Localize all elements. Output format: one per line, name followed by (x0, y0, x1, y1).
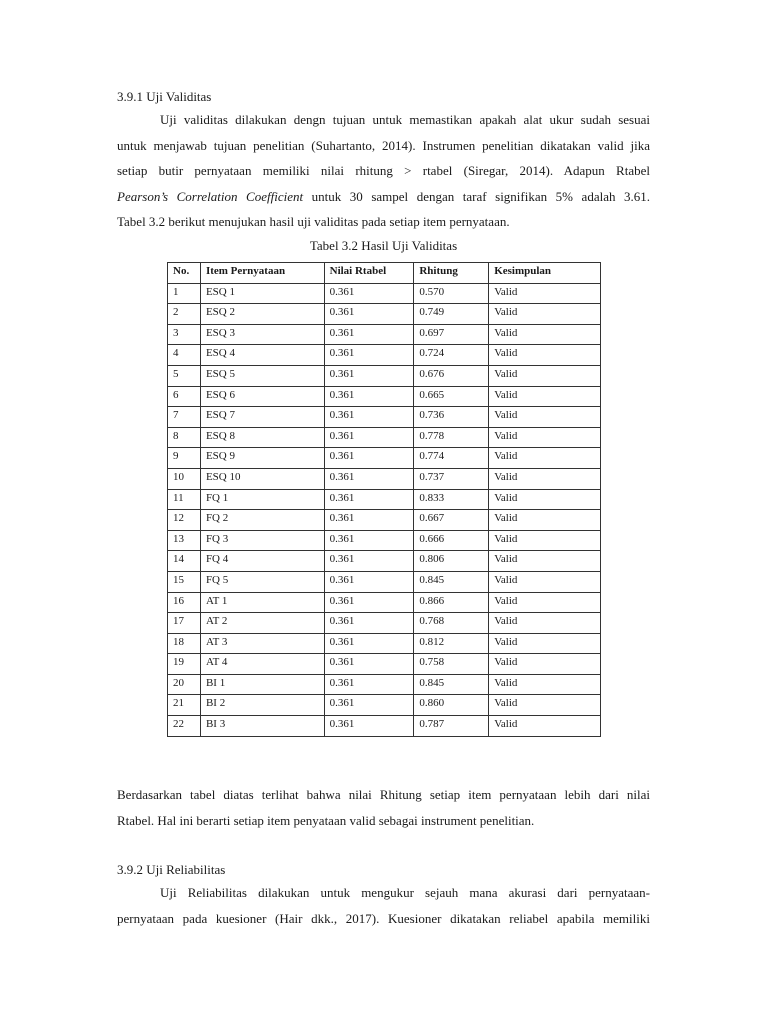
cell-no: 10 (168, 468, 201, 489)
table-row (168, 407, 601, 428)
cell-item: ESQ 4 (200, 345, 324, 366)
cell-rtabel: 0.361 (324, 592, 414, 613)
table-row (168, 716, 601, 737)
cell-rtabel: 0.361 (324, 674, 414, 695)
cell-rhitung: 0.736 (414, 407, 489, 428)
cell-item: FQ 1 (200, 489, 324, 510)
cell-rhitung: 0.758 (414, 654, 489, 675)
cell-kesimpulan: Valid (489, 489, 601, 510)
cell-rtabel: 0.361 (324, 489, 414, 510)
italic-term: Pearson’s Correlation Coefficient (117, 188, 304, 204)
cell-item: ESQ 6 (200, 386, 324, 407)
table-row (168, 613, 601, 634)
cell-rtabel: 0.361 (324, 304, 414, 325)
cell-kesimpulan: Valid (489, 283, 601, 304)
cell-item: FQ 4 (200, 551, 324, 572)
cell-no: 22 (168, 716, 201, 737)
cell-rhitung: 0.845 (414, 571, 489, 592)
cell-item: ESQ 2 (200, 304, 324, 325)
cell-no: 17 (168, 613, 201, 634)
cell-rtabel: 0.361 (324, 571, 414, 592)
paragraph-line: Berdasarkan tabel diatas terlihat bahwa nilai Rhitung setiap item pernyataan lebih dari nilai (117, 787, 650, 802)
cell-item: ESQ 1 (200, 283, 324, 304)
cell-kesimpulan: Valid (489, 365, 601, 386)
cell-item: ESQ 8 (200, 427, 324, 448)
cell-rhitung: 0.676 (414, 365, 489, 386)
cell-no: 13 (168, 530, 201, 551)
cell-item: ESQ 3 (200, 324, 324, 345)
header-item: Item Pernyataan (200, 263, 324, 284)
cell-no: 8 (168, 427, 201, 448)
validity-paragraph (117, 107, 650, 235)
cell-item: FQ 2 (200, 510, 324, 531)
table-row (168, 365, 601, 386)
cell-no: 1 (168, 283, 201, 304)
cell-rtabel: 0.361 (324, 654, 414, 675)
cell-kesimpulan: Valid (489, 448, 601, 469)
cell-item: FQ 3 (200, 530, 324, 551)
table-row (168, 695, 601, 716)
cell-rhitung: 0.737 (414, 468, 489, 489)
cell-kesimpulan: Valid (489, 695, 601, 716)
cell-rtabel: 0.361 (324, 448, 414, 469)
cell-rhitung: 0.749 (414, 304, 489, 325)
cell-item: ESQ 5 (200, 365, 324, 386)
paragraph-line: setiap butir pernyataan memiliki nilai rhitung > rtabel (Siregar, 2014). Adapun Rtabel (117, 163, 650, 179)
cell-rtabel: 0.361 (324, 716, 414, 737)
table-row (168, 427, 601, 448)
cell-no: 12 (168, 510, 201, 531)
conclusion-paragraph (117, 782, 650, 833)
cell-rhitung: 0.697 (414, 324, 489, 345)
cell-no: 21 (168, 695, 201, 716)
cell-no: 7 (168, 407, 201, 428)
table-row (168, 571, 601, 592)
table-row (168, 654, 601, 675)
table-row (168, 304, 601, 325)
cell-rhitung: 0.768 (414, 613, 489, 634)
cell-rtabel: 0.361 (324, 427, 414, 448)
cell-rhitung: 0.860 (414, 695, 489, 716)
cell-kesimpulan: Valid (489, 386, 601, 407)
cell-rhitung: 0.667 (414, 510, 489, 531)
cell-rtabel: 0.361 (324, 510, 414, 531)
header-kesimpulan: Kesimpulan (489, 263, 601, 284)
cell-no: 19 (168, 654, 201, 675)
cell-rhitung: 0.787 (414, 716, 489, 737)
cell-kesimpulan: Valid (489, 551, 601, 572)
cell-kesimpulan: Valid (489, 304, 601, 325)
cell-rhitung: 0.845 (414, 674, 489, 695)
section-heading-validity: 3.9.1 Uji Validitas (117, 89, 212, 104)
cell-kesimpulan: Valid (489, 613, 601, 634)
cell-kesimpulan: Valid (489, 530, 601, 551)
header-no: No. (168, 263, 201, 284)
table-row (168, 510, 601, 531)
cell-no: 2 (168, 304, 201, 325)
cell-rhitung: 0.778 (414, 427, 489, 448)
cell-rhitung: 0.806 (414, 551, 489, 572)
cell-kesimpulan: Valid (489, 468, 601, 489)
cell-rtabel: 0.361 (324, 345, 414, 366)
table-body (168, 283, 601, 736)
cell-item: BI 3 (200, 716, 324, 737)
table-row (168, 448, 601, 469)
cell-no: 6 (168, 386, 201, 407)
cell-kesimpulan: Valid (489, 654, 601, 675)
cell-item: FQ 5 (200, 571, 324, 592)
table-row (168, 551, 601, 572)
table-header-row (168, 263, 601, 284)
cell-item: AT 4 (200, 654, 324, 675)
cell-no: 16 (168, 592, 201, 613)
cell-rhitung: 0.665 (414, 386, 489, 407)
cell-rhitung: 0.570 (414, 283, 489, 304)
cell-rtabel: 0.361 (324, 386, 414, 407)
cell-kesimpulan: Valid (489, 633, 601, 654)
table-row (168, 489, 601, 510)
header-rtabel: Nilai Rtabel (324, 263, 414, 284)
table-row (168, 530, 601, 551)
table-row (168, 674, 601, 695)
table-row (168, 324, 601, 345)
paragraph-line: Tabel 3.2 berikut menujukan hasil uji validitas pada setiap item pernyataan. (117, 214, 510, 230)
cell-rtabel: 0.361 (324, 283, 414, 304)
cell-item: ESQ 9 (200, 448, 324, 469)
table-row (168, 283, 601, 304)
paragraph-line: pernyataan pada kuesioner (Hair dkk., 2017). Kuesioner dikatakan reliabel apabila memiliki (117, 910, 650, 926)
cell-rtabel: 0.361 (324, 613, 414, 634)
cell-item: ESQ 10 (200, 468, 324, 489)
table-row (168, 633, 601, 654)
paragraph-line: Rtabel. Hal ini berarti setiap item penyataan valid sebagai instrument penelitian. (117, 812, 535, 828)
cell-kesimpulan: Valid (489, 510, 601, 531)
cell-no: 11 (168, 489, 201, 510)
cell-rtabel: 0.361 (324, 365, 414, 386)
header-rhitung: Rhitung (414, 263, 489, 284)
paragraph-line-tail: untuk 30 sampel dengan taraf signifikan 5% adalah 3.61. (311, 188, 651, 204)
cell-kesimpulan: Valid (489, 345, 601, 366)
cell-no: 20 (168, 674, 201, 695)
table-row (168, 468, 601, 489)
table-row (168, 345, 601, 366)
cell-no: 18 (168, 633, 201, 654)
cell-rtabel: 0.361 (324, 468, 414, 489)
cell-kesimpulan: Valid (489, 592, 601, 613)
cell-rtabel: 0.361 (324, 633, 414, 654)
cell-rhitung: 0.774 (414, 448, 489, 469)
cell-kesimpulan: Valid (489, 674, 601, 695)
cell-kesimpulan: Valid (489, 407, 601, 428)
cell-rhitung: 0.666 (414, 530, 489, 551)
cell-no: 14 (168, 551, 201, 572)
cell-item: AT 1 (200, 592, 324, 613)
cell-kesimpulan: Valid (489, 427, 601, 448)
paragraph-line: Uji validitas dilakukan dengn tujuan untuk memastikan apakah alat ukur sudah sesuai (160, 112, 650, 127)
cell-no: 4 (168, 345, 201, 366)
cell-item: BI 1 (200, 674, 324, 695)
cell-kesimpulan: Valid (489, 324, 601, 345)
cell-rtabel: 0.361 (324, 324, 414, 345)
cell-no: 9 (168, 448, 201, 469)
table-row (168, 592, 601, 613)
cell-rhitung: 0.866 (414, 592, 489, 613)
cell-kesimpulan: Valid (489, 571, 601, 592)
cell-item: AT 2 (200, 613, 324, 634)
cell-no: 5 (168, 365, 201, 386)
paragraph-line: Uji Reliabilitas dilakukan untuk mengukur sejauh mana akurasi dari pernyataan- (160, 885, 650, 900)
cell-kesimpulan: Valid (489, 716, 601, 737)
paragraph-line: untuk menjawab tujuan penelitian (Suhartanto, 2014). Instrumen penelitian dikatakan valid jika (117, 137, 650, 153)
cell-rtabel: 0.361 (324, 530, 414, 551)
cell-rtabel: 0.361 (324, 695, 414, 716)
table-caption: Tabel 3.2 Hasil Uji Validitas (309, 238, 458, 253)
validity-table (167, 262, 601, 737)
cell-no: 3 (168, 324, 201, 345)
cell-rtabel: 0.361 (324, 551, 414, 572)
paragraph-line-with-italic (117, 184, 650, 210)
cell-no: 15 (168, 571, 201, 592)
cell-rhitung: 0.812 (414, 633, 489, 654)
section-heading-reliability: 3.9.2 Uji Reliabilitas (117, 862, 226, 877)
reliability-paragraph (117, 880, 650, 931)
cell-rhitung: 0.833 (414, 489, 489, 510)
cell-item: AT 3 (200, 633, 324, 654)
cell-item: ESQ 7 (200, 407, 324, 428)
cell-item: BI 2 (200, 695, 324, 716)
cell-rhitung: 0.724 (414, 345, 489, 366)
table-row (168, 386, 601, 407)
cell-rtabel: 0.361 (324, 407, 414, 428)
